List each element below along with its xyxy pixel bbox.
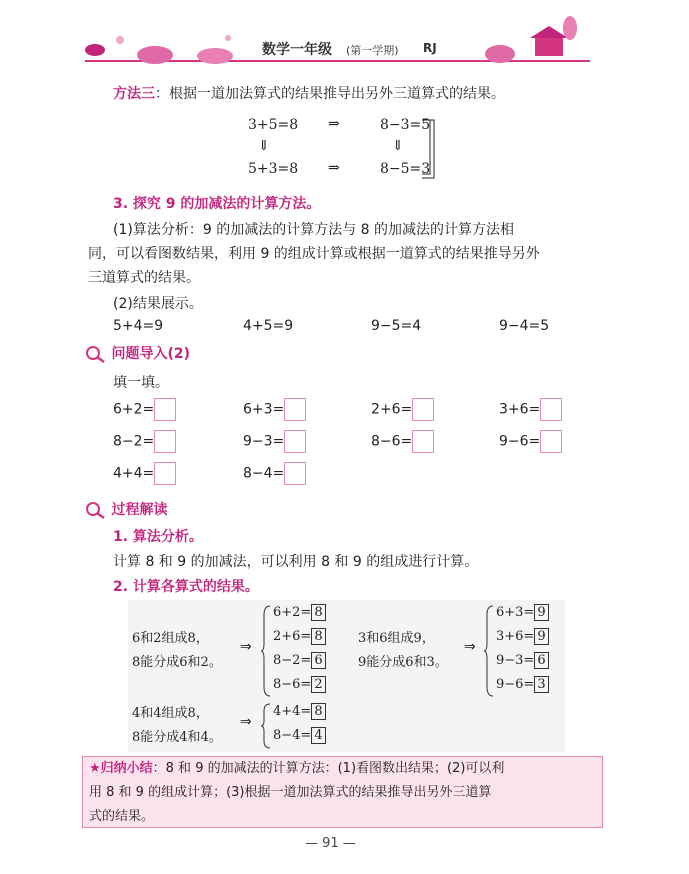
fill-item xyxy=(371,430,434,453)
brace-icon xyxy=(261,703,271,749)
calc-eq: 3+6= 9 xyxy=(496,625,549,649)
arrow-right-icon: ⇒ xyxy=(240,639,252,655)
answer-box[interactable] xyxy=(154,398,176,421)
answer-box[interactable] xyxy=(540,398,562,421)
answer-box: 3 xyxy=(534,676,548,693)
fill-expr: 8−6= xyxy=(371,433,413,450)
method3-text: ：根据一道加法算式的结果推导出另外三道算式的结果。 xyxy=(155,86,505,102)
answer-box: 8 xyxy=(311,703,325,720)
eq-top-left: 3+5=8 xyxy=(248,117,299,133)
header-decoration xyxy=(0,0,689,72)
section3-p1-line1: 9 的加减法的计算方法与 8 的加减法的计算方法相 xyxy=(202,222,515,238)
fill-item xyxy=(113,462,176,485)
method3-label: 方法三 xyxy=(113,86,155,102)
page-header xyxy=(0,0,689,72)
answer-box: 8 xyxy=(311,604,325,621)
arrow-down-icon: ⇓ xyxy=(392,138,404,154)
group3-eqs xyxy=(273,700,326,748)
answer-box[interactable] xyxy=(284,430,306,453)
fill-grid xyxy=(113,398,583,498)
answer-box[interactable] xyxy=(284,398,306,421)
summary-line3: 式的结果。 xyxy=(89,809,155,824)
fill-expr: 6+3= xyxy=(243,401,285,418)
brace-icon xyxy=(261,605,271,697)
fill-expr: 4+4= xyxy=(113,465,155,482)
answer-box: 9 xyxy=(534,628,548,645)
eq-top-right: 8−3=5 xyxy=(380,117,431,133)
summary-line2: 用 8 和 9 的组成计算；(3)根据一道加法算式的结果推导出另外三道算 xyxy=(89,785,492,800)
fill-item xyxy=(243,430,306,453)
magnifier-icon xyxy=(85,345,107,363)
fill-item xyxy=(499,398,562,421)
arrow-right-icon: ⇒ xyxy=(328,116,340,132)
section3-p2: (2)结果展示。 xyxy=(113,296,203,312)
calc-eq: 9−6= 3 xyxy=(496,673,549,697)
arrow-right-icon: ⇒ xyxy=(328,160,340,176)
group1-line1: 6和2组成8， xyxy=(132,631,209,646)
answer-box: 9 xyxy=(534,604,548,621)
section3-p1-label: (1)算法分析： xyxy=(113,222,203,238)
answer-box: 4 xyxy=(311,727,325,744)
group1-text xyxy=(132,627,222,675)
group3-line1: 4和4组成8， xyxy=(132,706,209,721)
header-title: 数学一年级 xyxy=(262,42,332,58)
group2-line1: 3和6组成9， xyxy=(358,631,435,646)
intro2-title: 问题导入(2) xyxy=(111,346,190,362)
diagram-connector xyxy=(420,116,440,182)
section3-p1-line2: 同，可以看图数结果，利用 9 的组成计算或根据一道算式的结果推导另外 xyxy=(88,246,540,262)
group2-text xyxy=(358,627,448,675)
calc-eq: 6+3= 9 xyxy=(496,601,549,625)
answer-box[interactable] xyxy=(154,430,176,453)
calc-panel xyxy=(128,600,565,752)
eq-bottom-right: 8−5=3 xyxy=(380,161,431,177)
arrow-right-icon: ⇒ xyxy=(240,714,252,730)
arrow-down-icon: ⇓ xyxy=(258,138,270,154)
group3-line2: 8能分成4和4。 xyxy=(132,730,222,745)
method3-diagram xyxy=(240,112,440,187)
calc-eq: 4+4= 8 xyxy=(273,700,326,724)
fill-item xyxy=(371,398,434,421)
group2-line2: 9能分成6和3。 xyxy=(358,655,448,670)
fill-item xyxy=(243,462,306,485)
section3-p1-line3: 三道算式的结果。 xyxy=(88,270,200,286)
answer-box[interactable] xyxy=(412,398,434,421)
brace-icon xyxy=(484,605,494,697)
group3-text xyxy=(132,702,222,750)
magnifier-icon xyxy=(85,501,107,519)
fill-item xyxy=(113,430,176,453)
page-number: — 91 — xyxy=(305,836,356,851)
process-s2-title: 2. 计算各算式的结果。 xyxy=(113,579,259,595)
fill-expr: 2+6= xyxy=(371,401,413,418)
process-heading xyxy=(85,499,167,519)
fill-expr: 6+2= xyxy=(113,401,155,418)
result-item: 9−4=5 xyxy=(499,318,550,334)
arrow-right-icon: ⇒ xyxy=(464,639,476,655)
result-item: 5+4=9 xyxy=(113,318,164,334)
answer-box: 6 xyxy=(311,652,325,669)
fill-expr: 3+6= xyxy=(499,401,541,418)
fill-expr: 9−3= xyxy=(243,433,285,450)
fill-item xyxy=(499,430,562,453)
header-term: (第一学期) xyxy=(346,44,399,57)
fill-item xyxy=(113,398,176,421)
summary-line1: ：8 和 9 的加减法的计算方法：(1)看图数出结果；(2)可以利 xyxy=(152,761,505,776)
fill-expr: 8−4= xyxy=(243,465,285,482)
calc-eq: 6+2= 8 xyxy=(273,601,326,625)
process-s1-title: 1. 算法分析。 xyxy=(113,529,203,545)
group1-line2: 8能分成6和2。 xyxy=(132,655,222,670)
section3-para1 xyxy=(88,218,540,290)
answer-box: 8 xyxy=(311,628,325,645)
group2-eqs xyxy=(496,601,549,697)
answer-box[interactable] xyxy=(412,430,434,453)
answer-box[interactable] xyxy=(284,462,306,485)
intro2-heading xyxy=(85,343,190,363)
header-edition: RJ xyxy=(423,41,437,55)
calc-eq: 8−4= 4 xyxy=(273,724,326,748)
calc-eq: 8−2= 6 xyxy=(273,649,326,673)
fill-expr: 9−6= xyxy=(499,433,541,450)
answer-box: 2 xyxy=(311,676,325,693)
process-s1-text: 计算 8 和 9 的加减法，可以利用 8 和 9 的组成进行计算。 xyxy=(113,554,479,570)
answer-box[interactable] xyxy=(154,462,176,485)
calc-eq: 8−6= 2 xyxy=(273,673,326,697)
group1-eqs xyxy=(273,601,326,697)
method3-line xyxy=(113,83,505,103)
section3-title: 3. 探究 9 的加减法的计算方法。 xyxy=(113,196,321,212)
calc-eq: 2+6= 8 xyxy=(273,625,326,649)
process-title: 过程解读 xyxy=(111,502,168,518)
result-item: 4+5=9 xyxy=(243,318,294,334)
fill-item xyxy=(243,398,306,421)
eq-bottom-left: 5+3=8 xyxy=(248,161,299,177)
intro2-instruction: 填一填。 xyxy=(113,375,169,391)
summary-label: ★归纳小结 xyxy=(89,761,153,776)
summary-box xyxy=(82,756,603,828)
result-item: 9−5=4 xyxy=(371,318,422,334)
answer-box[interactable] xyxy=(540,430,562,453)
answer-box: 6 xyxy=(534,652,548,669)
calc-eq: 9−3= 6 xyxy=(496,649,549,673)
fill-expr: 8−2= xyxy=(113,433,155,450)
